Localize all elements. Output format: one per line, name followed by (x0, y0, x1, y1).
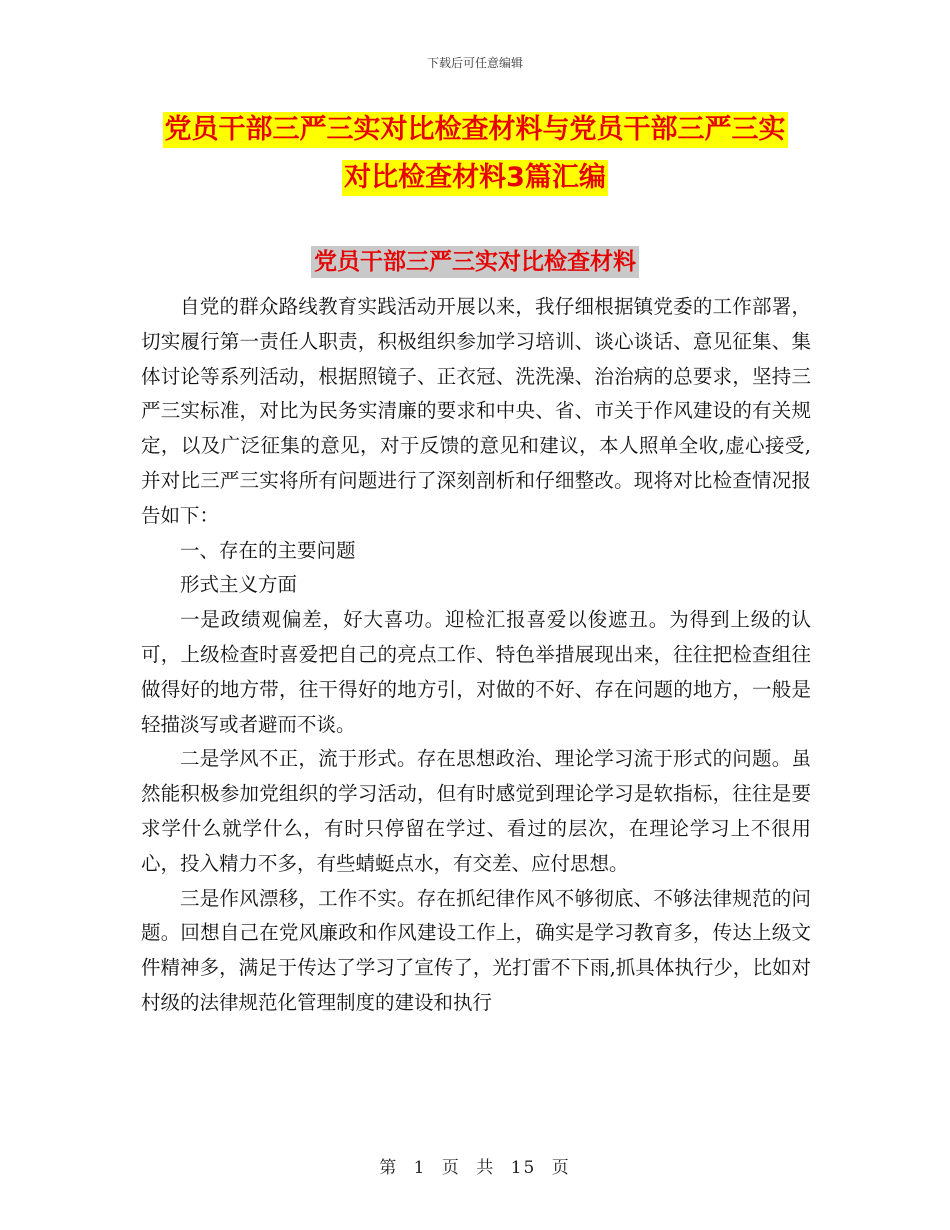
paragraph-point-3: 三是作风漂移，工作不实。存在抓纪律作风不够彻底、不够法律规范的问题。回想自己在党风廉政和作风建设工作上，确实是学习教育多，传达上级文件精神多，满足于传达了学习了宣传了，光打雷不下雨,抓具体执行少，比如对村级的法律规范化管理制度的建设和执行 (141, 886, 811, 1014)
document-body (141, 290, 811, 1021)
paragraph-point-2: 二是学风不正，流于形式。存在思想政治、理论学习流于形式的问题。虽然能积极参加党组织的学习活动，但有时感觉到理论学习是软指标，往往是要求学什么就学什么，有时只停留在学过、看过的层次，在理论学习上不很用心，投入精力不多，有些蜻蜓点水，有交差、应付思想。 (141, 747, 811, 875)
document-title (140, 112, 810, 208)
paragraph-point-1: 一是政绩观偏差，好大喜功。迎检汇报喜爱以俊遮丑。为得到上级的认可，上级检查时喜爱把自己的亮点工作、特色举措展现出来，往往把检查组往做得好的地方带，往干得好的地方引，对做的不好、存在问题的地方，一般是轻描淡写或者避而不谈。 (141, 608, 811, 736)
section-title: 党员干部三严三实对比检查材料 (311, 246, 639, 278)
document-title-line-1: 党员干部三严三实对比检查材料与党员干部三严三实 (163, 112, 788, 148)
heading-formalism: 形式主义方面 (180, 573, 298, 597)
page-number-footer: 第 1 页 共 15 页 (379, 1158, 571, 1178)
page-header-note: 下载后可任意编辑 (426, 56, 523, 70)
paragraph-intro: 自党的群众路线教育实践活动开展以来，我仔细根据镇党委的工作部署，切实履行第一责任人职责，积极组织参加学习培训、谈心谈话、意见征集、集体讨论等系列活动，根据照镜子、正衣冠、洗洗澡、治治病的总要求，坚持三严三实标准，对比为民务实清廉的要求和中央、省、市关于作风建设的有关规定，以及广泛征集的意见，对于反馈的意见和建议，本人照单全收,虚心接受,并对比三严三实将所有问题进行了深刻剖析和仔细整改。现将对比检查情况报告如下： (141, 295, 811, 527)
heading-main-problems: 一、存在的主要问题 (180, 538, 356, 562)
document-title-line-2: 对比检查材料3篇汇编 (342, 160, 608, 196)
section-title-wrap (0, 246, 950, 278)
